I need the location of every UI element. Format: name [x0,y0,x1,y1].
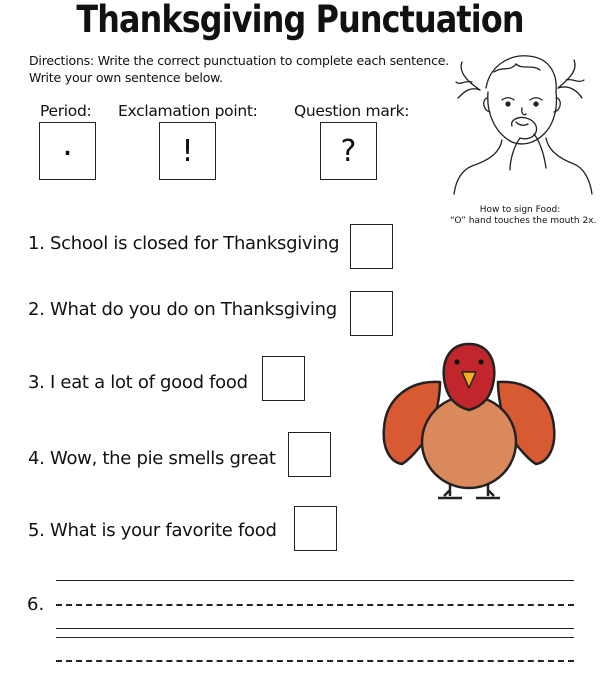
page-title: Thanksgiving Punctuation [76,0,524,41]
sign-caption-line-2: “O” hand touches the mouth 2x. [450,216,597,226]
sign-food-illustration [450,42,595,202]
exclamation-label: Exclamation point: [118,102,258,120]
answer-box-2[interactable] [350,291,393,336]
writing-line-dashed-2[interactable] [56,660,574,662]
question-box [320,122,377,180]
sentence-3: 3. I eat a lot of good food [28,372,248,393]
answer-box-3[interactable] [262,356,305,401]
sign-caption-line-1: How to sign Food: [479,205,561,215]
sentence-2: 2. What do you do on Thanksgiving [28,299,337,320]
period-label: Period: [40,102,92,120]
answer-box-1[interactable] [350,224,393,269]
exclamation-box [159,122,216,180]
directions-line-1: Directions: Write the correct punctuation to complete each sentence. [29,53,450,68]
question-label: Question mark: [294,102,410,120]
sentence-1: 1. School is closed for Thanksgiving [28,233,340,254]
writing-line-base-1 [56,628,574,629]
writing-line-dashed-1[interactable] [56,604,574,606]
period-box [39,122,96,180]
directions-line-2: Write your own sentence below. [29,70,223,85]
question-mark: ? [340,133,357,169]
sentence-4: 4. Wow, the pie smells great [28,448,276,469]
exclamation-mark: ! [181,133,194,169]
sentence-5: 5. What is your favorite food [28,520,277,541]
turkey-illustration [380,340,558,508]
period-mark: . [62,124,73,164]
writing-line-top-1 [56,580,574,581]
answer-box-4[interactable] [288,432,331,477]
own-sentence-number: 6. [27,594,45,615]
answer-box-5[interactable] [294,506,337,551]
writing-line-top-2 [56,637,574,638]
